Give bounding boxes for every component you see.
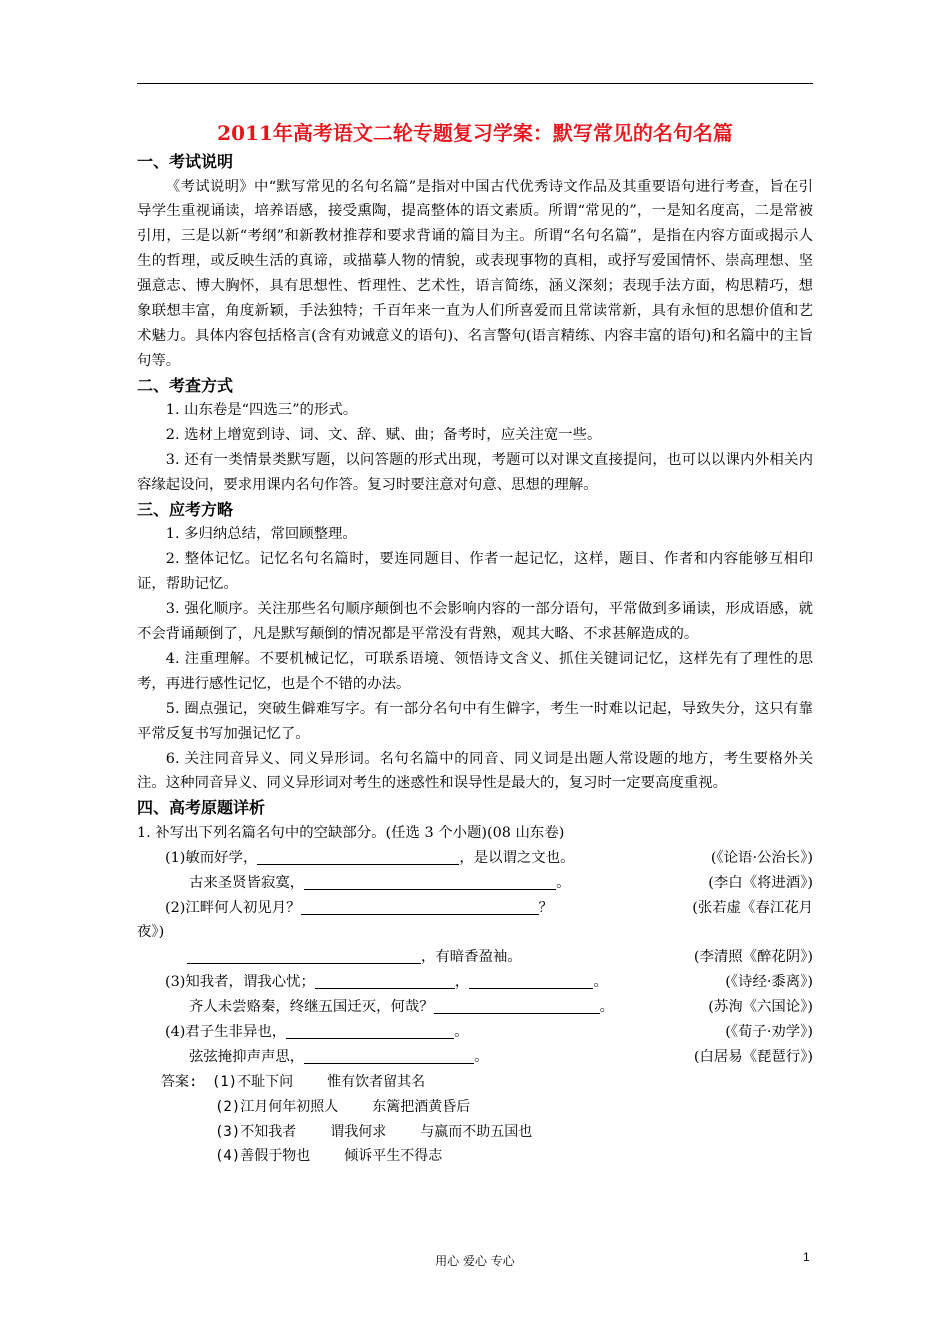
question-line — [137, 896, 813, 921]
source-citation: (《诗经·黍离》) — [725, 974, 813, 991]
section-heading-4: 四、高考原题详析 — [137, 798, 266, 818]
answer-text: 东篱把酒黄昏后 — [372, 1098, 471, 1115]
answer-line — [137, 1070, 813, 1095]
question-line — [137, 995, 813, 1020]
list-item: 2. 整体记忆。记忆名句名篇时，要连同题目、作者一起记忆，这样，题目、作者和内容能够互相印证，帮助记忆。 — [137, 551, 813, 593]
question-line — [137, 920, 813, 945]
answer-blank[interactable] — [315, 971, 455, 989]
answer-text: 倾诉平生不得志 — [344, 1148, 443, 1165]
list-item: 2. 选材上增宽到诗、词、文、辞、赋、曲；备考时，应关注宽一些。 — [165, 427, 602, 444]
source-citation: (李清照《醉花阴》) — [693, 949, 813, 966]
list-item: 3. 强化顺序。关注那些名句顺序颠倒也不会影响内容的一部分语句，平常做到多诵读，形成语感，就不会背诵颠倒了，凡是默写颠倒的情况都是平常没有背熟，观其大略、不求甚解造成的。 — [137, 601, 813, 642]
answer-blank[interactable] — [187, 946, 421, 964]
source-citation: (白居易《琵琶行》) — [693, 1048, 813, 1065]
document-body — [137, 118, 813, 1169]
question-text: 齐人未尝赂秦，终继五国迁灭，何哉？ — [189, 999, 434, 1016]
answer-blank[interactable] — [304, 1046, 474, 1064]
answer-text: (2)江月何年初照人 — [215, 1098, 339, 1115]
question-stem: 1. 补写出下列名篇名句中的空缺部分。(任选 3 个小题)(08 山东卷) — [137, 824, 565, 841]
source-citation: (李白《将进酒》) — [708, 874, 813, 891]
section-heading-1: 一、考试说明 — [137, 152, 234, 171]
list-item: 3. 还有一类情景类默写题，以问答题的形式出现，考题可以对课文直接提问，也可以以课内外相关内容缘起设问，要求用课内名句作答。复习时要注意对句意、思想的理解。 — [137, 452, 813, 493]
answer-text: 与嬴而不助五国也 — [420, 1123, 533, 1140]
question-text: (1)敏而好学， — [165, 849, 258, 866]
source-citation: (《荀子·劝学》) — [725, 1023, 813, 1040]
source-citation: (张若虚《春江花月 — [692, 899, 813, 916]
question-line — [137, 871, 813, 896]
header-rule — [137, 83, 813, 84]
question-text: 古来圣贤皆寂寞， — [189, 874, 305, 891]
question-text: (3)知我者，谓我心忧； — [165, 974, 315, 991]
question-line — [137, 1045, 813, 1070]
section-heading-2: 二、考查方式 — [137, 375, 234, 395]
answer-text: (4)善假于物也 — [215, 1148, 311, 1165]
answer-label: 答案: — [161, 1073, 198, 1090]
list-item: 1. 山东卷是“四选三”的形式。 — [165, 402, 358, 419]
answer-text: (1)不耻下问 — [211, 1073, 294, 1090]
question-line — [137, 1020, 813, 1045]
answer-blank[interactable] — [434, 996, 600, 1014]
answer-blank[interactable] — [257, 847, 459, 865]
list-item: 1. 多归纳总结，常回顾整理。 — [165, 526, 357, 543]
question-text: 。 — [599, 999, 615, 1016]
answer-blank[interactable] — [469, 971, 593, 989]
list-item: 5. 圈点强记，突破生僻难写字。有一部分名句中有生僻字，考生一时难以记起，导致失分，这只有靠平常反复书写加强记忆了。 — [137, 700, 813, 742]
answer-blank[interactable] — [301, 897, 539, 915]
page-title: 2011年高考语文二轮专题复习学案：默写常见的名句名篇 — [217, 121, 733, 145]
question-text: 。 — [454, 1023, 469, 1040]
source-citation: 夜》) — [137, 924, 165, 941]
question-text: 。 — [474, 1048, 489, 1065]
question-text: 。 — [593, 974, 608, 991]
list-item: 6. 关注同音异义、同义异形词。名句名篇中的同音、同义词是出题人常设题的地方，考生要格外关注。这种同音异义、同义异形词对考生的迷惑性和误导性是最大的，复习时一定要高度重视。 — [137, 750, 813, 792]
question-text: ，有暗香盈袖。 — [421, 949, 522, 966]
question-text: ？ — [538, 899, 553, 916]
page-footer: 用心 爱心 专心 — [435, 1254, 515, 1268]
section-1-paragraph: 《考试说明》中“默写常见的名句名篇”是指对中国古代优秀诗文作品及其重要语句进行考查，旨在引导学生重视诵读，培养语感，接受熏陶，提高整体的语文素质。所谓“常见的”，一是知名度高，二是常被引用，三是以新“考纲”和新教材推荐和要求背诵的篇目为主。所谓“名句名篇”，是指在内容方面或揭示人生的哲理，或反映生活的真谛，或描摹人物的情貌，或表现事物的真相，或抒写爱国情怀、崇高理想、坚强意志、博大胸怀，具有思想性、哲理性、艺术性，语言简练，涵义深刻；表现手法方面，构思精巧，想象联想丰富，角度新颖，手法独特；千百年来一直为人们所喜爱而且常读常新，具有永恒的思想价值和艺术魅力。具体内容包括格言(含有劝诫意义的语句)、名言警句(语言精练、内容丰富的语句)和名篇中的主旨句等。 — [137, 178, 813, 369]
source-citation: (苏洵《六国论》) — [708, 999, 813, 1016]
answer-text: 惟有饮者留其名 — [327, 1073, 426, 1090]
question-text: (2)江畔何人初见月？ — [165, 899, 301, 916]
question-text: (4)君子生非异也， — [165, 1023, 287, 1040]
question-text: 弦弦掩抑声声思， — [189, 1048, 305, 1065]
section-heading-3: 三、应考方略 — [137, 499, 234, 519]
page-number: 1 — [803, 1250, 810, 1264]
question-text: ，是以谓之文也。 — [459, 849, 575, 866]
answer-text: (3)不知我者 — [215, 1123, 297, 1140]
question-line — [137, 970, 813, 995]
answer-blank[interactable] — [304, 872, 556, 890]
source-citation: (《论语·公治长》) — [710, 849, 813, 866]
question-text: 。 — [556, 874, 571, 891]
list-item: 4. 注重理解。不要机械记忆，可联系语境、领悟诗文含义、抓住关键词记忆，这样先有了理性的思考，再进行感性记忆，也是个不错的办法。 — [137, 650, 813, 692]
question-text: ， — [454, 974, 470, 991]
question-line — [137, 945, 813, 970]
question-line — [137, 846, 813, 871]
answer-blank[interactable] — [286, 1021, 454, 1039]
answer-block — [137, 1070, 813, 1170]
answer-text: 谓我何求 — [330, 1123, 387, 1140]
answer-line — [137, 1095, 813, 1120]
answer-line — [137, 1120, 813, 1145]
answer-line — [137, 1144, 813, 1169]
